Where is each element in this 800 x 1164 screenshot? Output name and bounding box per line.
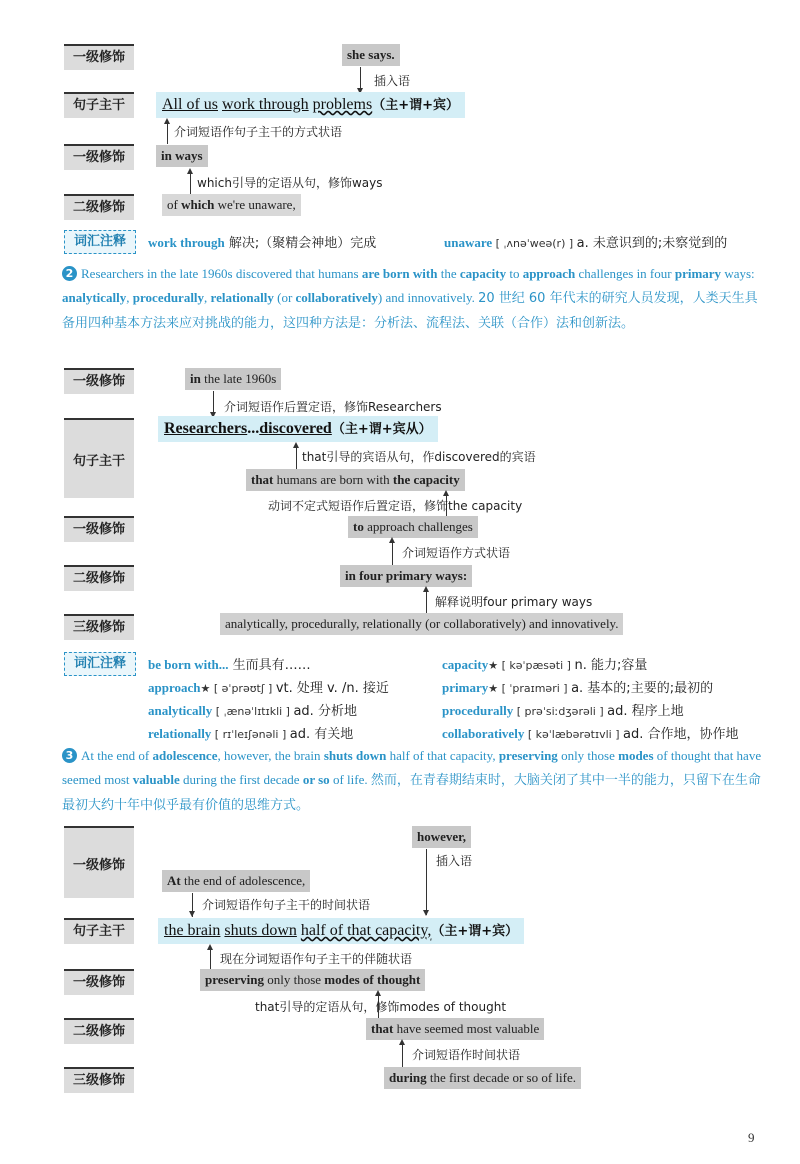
note-explain: 解释说明four primary ways xyxy=(435,595,593,609)
note-time: 介词短语作时间状语 xyxy=(412,1048,521,1062)
note-prep: 介词短语作句子主干的方式状语 xyxy=(174,125,343,139)
note-which: which引导的定语从句，修饰ways xyxy=(197,176,383,190)
note-insert: 插入语 xyxy=(436,854,473,868)
main-clause-3: the brain shuts down half of that capacity,（主+谓+宾） xyxy=(158,918,524,944)
level-label: 二级修饰 xyxy=(64,565,134,591)
arrow-up-icon xyxy=(389,537,395,543)
level-label: 三级修饰 xyxy=(64,614,134,640)
phrase-in-four-primary-ways: in four primary ways: xyxy=(340,565,472,587)
vocab-entry: be born with... 生而具有…… xyxy=(148,657,311,673)
vocab-entry: unaware [ ˌʌnəˈweə(r) ] a. 未意识到的;未察觉到的 xyxy=(444,235,728,251)
parenthetical-however: however, xyxy=(412,826,471,848)
paragraph-number: 3 xyxy=(62,748,77,763)
paragraph-number: 2 xyxy=(62,266,77,281)
level-label: 一级修饰 xyxy=(64,144,134,170)
arrow-up-icon xyxy=(293,442,299,448)
parenthetical-she-says: she says. xyxy=(342,44,400,66)
clause-of-which: of which we're unaware, xyxy=(162,194,301,216)
paragraph-2: 2 Researchers in the late 1960s discovered that humans are born with the capacity to approach challenges in four primary ways: analytically, procedurally, relationally (or collaboratively) and innovatively. 20 世纪 60 年代末的研究人员发现，人类天生具备用四种基本方法来应对挑战的能力，这四种方法是：分析法、流程法、关联（合作）法和创新法。 xyxy=(62,266,758,331)
arrow-up-icon xyxy=(207,944,213,950)
level-label: 二级修饰 xyxy=(64,194,134,220)
clause-that: that have seemed most valuable xyxy=(366,1018,544,1040)
level-label: 一级修饰 xyxy=(64,969,134,995)
arrow-up-icon xyxy=(375,990,381,996)
level-label-main: 句子主干 xyxy=(64,918,134,944)
arrow-up-icon xyxy=(399,1039,405,1045)
page-number: 9 xyxy=(748,1130,755,1145)
level-label: 一级修饰 xyxy=(64,368,134,394)
vocab-entry: primary★ [ ˈpraɪməri ] a. 基本的;主要的;最初的 xyxy=(442,680,714,696)
main-clause-1: All of us work through problems（主+谓+宾） xyxy=(156,92,465,118)
phrase-in-the-late-1960s: in the late 1960s xyxy=(185,368,281,390)
arrow-up-icon xyxy=(187,168,193,174)
level-label: 二级修饰 xyxy=(64,1018,134,1044)
vocab-entry: capacity★ [ kəˈpæsəti ] n. 能力;容量 xyxy=(442,657,648,673)
vocab-entry: approach★ [ əˈprəʊtʃ ] vt. 处理 v. /n. 接近 xyxy=(148,680,389,696)
note-participle: 现在分词短语作句子主干的伴随状语 xyxy=(220,952,413,966)
vocab-tag: 词汇注释 xyxy=(64,652,136,676)
phrase-during: during the first decade or so of life. xyxy=(384,1067,581,1089)
phrase-preserving: preserving only those modes of thought xyxy=(200,969,425,991)
phrase-in-ways: in ways xyxy=(156,145,208,167)
phrase-at-the-end: At the end of adolescence, xyxy=(162,870,310,892)
clause-that: that humans are born with the capacity xyxy=(246,469,465,491)
note-manner: 介词短语作方式状语 xyxy=(402,546,511,560)
arrow-down-icon xyxy=(189,911,195,917)
vocab-entry: analytically [ ˌænəˈlɪtɪkli ] ad. 分析地 xyxy=(148,703,357,719)
level-label: 一级修饰 xyxy=(64,44,134,70)
level-label: 一级修饰 xyxy=(64,826,134,898)
note-that: that引导的定语从句，修饰modes of thought xyxy=(255,1000,507,1014)
vocab-entry: relationally [ rɪˈleɪʃənəli ] ad. 有关地 xyxy=(148,726,354,742)
note-prep: 介词短语作后置定语，修饰Researchers xyxy=(224,400,442,414)
note-time: 介词短语作句子主干的时间状语 xyxy=(202,898,371,912)
phrase-to-approach: to approach challenges xyxy=(348,516,478,538)
vocab-entry: procedurally [ prəˈsiːdʒərəli ] ad. 程序上地 xyxy=(442,703,684,719)
note-infinitive: 动词不定式短语作后置定语，修饰the capacity xyxy=(268,499,523,513)
arrow-down-icon xyxy=(423,910,429,916)
level-label-main: 句子主干 xyxy=(64,92,134,118)
phrase-adverbs: analytically, procedurally, relationally (or collaboratively) and innovatively. xyxy=(220,613,623,635)
level-label: 三级修饰 xyxy=(64,1067,134,1093)
note-insert: 插入语 xyxy=(374,74,411,88)
arrow-up-icon xyxy=(423,586,429,592)
level-label: 一级修饰 xyxy=(64,516,134,542)
main-clause-2: Researchers...discovered（主+谓+宾从） xyxy=(158,416,438,442)
note-that: that引导的宾语从句，作discovered的宾语 xyxy=(302,450,536,464)
arrow-line xyxy=(426,849,427,915)
paragraph-3: 3 At the end of adolescence, however, the brain shuts down half of that capacity, preserving only those modes of thought that have seemed most valuable during the first decade or so of life. 然而，在青春期结束时，大脑关闭了其中一半的能力，只留下在生命最初大约十年中似乎最有价值的思维方式。 xyxy=(62,748,762,813)
arrow-up-icon xyxy=(164,118,170,124)
vocab-entry: collaboratively [ kəˈlæbərətɪvli ] ad. 合作地，协作地 xyxy=(442,726,739,742)
vocab-tag: 词汇注释 xyxy=(64,230,136,254)
level-label-main: 句子主干 xyxy=(64,418,134,498)
arrow-up-icon xyxy=(443,490,449,496)
vocab-entry: work through 解决;（聚精会神地）完成 xyxy=(148,235,377,251)
